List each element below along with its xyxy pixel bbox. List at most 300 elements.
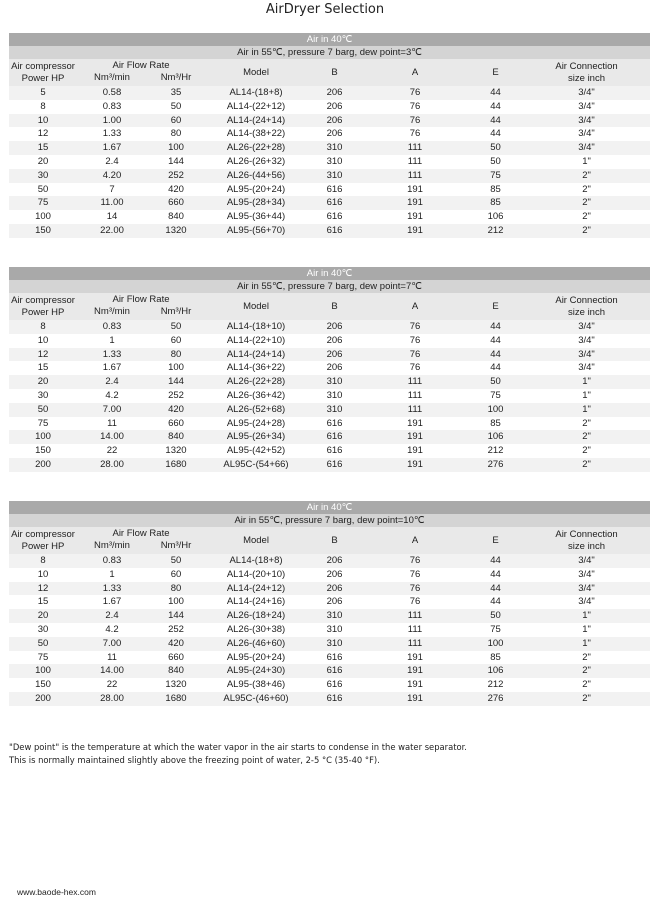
cell-e: 50 xyxy=(468,609,523,623)
selection-table-dew-7 xyxy=(9,267,650,472)
cell-b: 310 xyxy=(307,169,362,183)
cell-model: AL14-(24+14) xyxy=(205,114,307,128)
cell-a: 111 xyxy=(407,623,423,635)
cell-connection: 2" xyxy=(582,183,591,195)
cell-model: AL14-(22+12) xyxy=(226,100,286,112)
table-row xyxy=(9,582,650,596)
cell-b: 616 xyxy=(326,445,343,457)
cell-flow-nm3-min: 14.00 xyxy=(77,664,147,678)
cell-a: 191 xyxy=(407,211,423,223)
cell-b: 206 xyxy=(307,348,362,362)
col-air-connection: Air Connection size inch xyxy=(523,59,650,86)
cell-e: 44 xyxy=(490,568,501,580)
cell-flow-nm3-hr: 840 xyxy=(147,430,205,444)
cell-model: AL26-(46+60) xyxy=(205,637,307,651)
cell-b: 616 xyxy=(307,692,362,706)
col-flow-nm3-hr: Nm³/Hr xyxy=(160,540,192,551)
cell-flow-nm3-min: 11 xyxy=(107,417,117,429)
cell-a: 191 xyxy=(407,183,423,195)
cell-power-hp: 20 xyxy=(9,609,77,623)
cell-a: 76 xyxy=(409,362,421,374)
table-row xyxy=(9,169,650,183)
cell-flow-nm3-hr: 60 xyxy=(147,114,205,128)
cell-flow-nm3-min: 1.00 xyxy=(77,114,147,128)
table-row xyxy=(9,155,650,169)
cell-connection: 2" xyxy=(523,458,650,472)
cell-power-hp: 30 xyxy=(37,389,49,401)
cell-power-hp: 50 xyxy=(9,403,77,417)
cell-a: 111 xyxy=(407,155,423,167)
cell-e: 212 xyxy=(487,445,504,457)
page-title: AirDryer Selection xyxy=(265,2,385,17)
cell-flow-nm3-min: 1.67 xyxy=(77,141,147,155)
cell-flow-nm3-hr: 100 xyxy=(168,362,184,374)
cell-model: AL26-(22+28) xyxy=(205,375,307,389)
cell-power-hp: 15 xyxy=(37,596,49,608)
col-compressor-power: Air compressor Power HP xyxy=(9,59,77,86)
cell-flow-nm3-min: 1 xyxy=(109,568,115,580)
cell-flow-nm3-min: 11 xyxy=(107,651,117,663)
cell-power-hp: 100 xyxy=(9,664,77,678)
col-flow-nm3-min: Nm³/min xyxy=(94,540,130,551)
col-a: A xyxy=(362,527,468,554)
cell-connection: 1" xyxy=(582,155,591,167)
cell-flow-nm3-min: 1 xyxy=(109,334,115,346)
col-e: E xyxy=(468,293,523,320)
cell-connection: 2" xyxy=(582,679,591,691)
cell-model: AL14-(18+10) xyxy=(205,320,307,334)
table-row xyxy=(9,361,650,375)
cell-e: 50 xyxy=(490,155,501,167)
cell-a: 111 xyxy=(362,609,468,623)
cell-flow-nm3-min: 28.00 xyxy=(77,458,147,472)
cell-connection: 2" xyxy=(523,692,650,706)
cell-e: 44 xyxy=(468,554,523,568)
cell-flow-nm3-min: 7.00 xyxy=(77,403,147,417)
cell-a: 191 xyxy=(407,651,423,663)
cell-b: 616 xyxy=(307,224,362,238)
cell-flow-nm3-min: 1.67 xyxy=(102,362,122,374)
cell-flow-nm3-hr: 50 xyxy=(170,100,182,112)
cell-connection: 3/4" xyxy=(578,128,595,140)
table-row xyxy=(9,637,650,651)
cell-flow-nm3-hr: 50 xyxy=(147,554,205,568)
cell-connection: 2" xyxy=(582,651,591,663)
cell-e: 85 xyxy=(490,183,501,195)
col-air-connection: Air Connection size inch xyxy=(523,293,650,320)
cell-power-hp: 15 xyxy=(9,141,77,155)
cell-flow-nm3-hr: 1320 xyxy=(165,445,187,457)
cell-flow-nm3-min: 1.33 xyxy=(77,582,147,596)
cell-power-hp: 150 xyxy=(35,679,51,691)
cell-b: 616 xyxy=(326,211,343,223)
cell-flow-nm3-hr: 100 xyxy=(147,141,205,155)
cell-a: 191 xyxy=(407,417,423,429)
cell-model: AL14-(22+10) xyxy=(226,334,286,346)
cell-a: 191 xyxy=(362,664,468,678)
cell-e: 50 xyxy=(468,375,523,389)
cell-power-hp: 200 xyxy=(9,692,77,706)
cell-e: 75 xyxy=(468,169,523,183)
cell-power-hp: 15 xyxy=(37,362,49,374)
cell-e: 106 xyxy=(468,430,523,444)
cell-e: 85 xyxy=(468,196,523,210)
cell-power-hp: 30 xyxy=(9,169,77,183)
table-row xyxy=(9,196,650,210)
cell-power-hp: 50 xyxy=(9,637,77,651)
cell-e: 44 xyxy=(490,100,501,112)
cell-power-hp: 50 xyxy=(37,183,49,195)
dew-point-note xyxy=(9,741,467,766)
cell-model: AL95-(26+34) xyxy=(205,430,307,444)
cell-a: 111 xyxy=(362,637,468,651)
table-row xyxy=(9,595,650,609)
cell-flow-nm3-hr: 35 xyxy=(147,86,205,100)
cell-power-hp: 5 xyxy=(9,86,77,100)
cell-model: AL95-(20+24) xyxy=(226,651,286,663)
cell-model: AL95C-(46+60) xyxy=(205,692,307,706)
cell-a: 76 xyxy=(362,320,468,334)
cell-model: AL95-(24+30) xyxy=(205,664,307,678)
cell-e: 75 xyxy=(490,623,501,635)
cell-b: 206 xyxy=(307,554,362,568)
col-e: E xyxy=(468,527,523,554)
cell-model: AL95-(28+34) xyxy=(205,196,307,210)
table-row xyxy=(9,609,650,623)
cell-e: 44 xyxy=(490,128,501,140)
table-row xyxy=(9,141,650,155)
cell-flow-nm3-min: 14 xyxy=(106,211,118,223)
cell-power-hp: 12 xyxy=(9,348,77,362)
cell-b: 206 xyxy=(307,320,362,334)
cell-b: 206 xyxy=(326,100,343,112)
cell-model: AL26-(52+68) xyxy=(205,403,307,417)
cell-connection: 3/4" xyxy=(523,554,650,568)
cell-b: 310 xyxy=(307,403,362,417)
cell-b: 310 xyxy=(307,609,362,623)
cell-a: 191 xyxy=(362,430,468,444)
cell-flow-nm3-hr: 660 xyxy=(147,196,205,210)
cell-flow-nm3-min: 2.4 xyxy=(77,375,147,389)
cell-connection: 2" xyxy=(523,169,650,183)
cell-b: 616 xyxy=(326,651,343,663)
cell-flow-nm3-hr: 252 xyxy=(147,169,205,183)
cell-a: 111 xyxy=(362,169,468,183)
cell-connection: 2" xyxy=(582,211,591,223)
cell-flow-nm3-min: 22 xyxy=(106,679,118,691)
cell-model: AL95-(38+46) xyxy=(226,679,286,691)
cell-a: 76 xyxy=(409,128,421,140)
cell-connection: 3/4" xyxy=(523,348,650,362)
cell-flow-nm3-min: 7.00 xyxy=(77,637,147,651)
cell-flow-nm3-hr: 252 xyxy=(168,389,184,401)
col-model: Model xyxy=(205,527,307,554)
col-model: Model xyxy=(205,293,307,320)
cell-flow-nm3-hr: 144 xyxy=(147,375,205,389)
table-row xyxy=(9,375,650,389)
cell-connection: 2" xyxy=(523,224,650,238)
cell-flow-nm3-hr: 840 xyxy=(168,211,184,223)
cell-flow-nm3-min: 0.83 xyxy=(102,100,122,112)
cell-a: 191 xyxy=(362,458,468,472)
cell-model: AL95-(24+28) xyxy=(226,417,286,429)
cell-connection: 1" xyxy=(523,375,650,389)
cell-flow-nm3-min: 4.2 xyxy=(105,623,119,635)
table-row xyxy=(9,114,650,128)
cell-model: AL95-(42+52) xyxy=(226,445,286,457)
cell-power-hp: 8 xyxy=(9,554,77,568)
col-air-flow-rate: Air Flow Rate Nm³/min Nm³/Hr xyxy=(77,59,205,86)
selection-table-dew-3 xyxy=(9,33,650,238)
cell-e: 85 xyxy=(490,651,501,663)
cell-flow-nm3-min: 22 xyxy=(106,445,118,457)
cell-e: 44 xyxy=(468,320,523,334)
cell-flow-nm3-min: 0.83 xyxy=(77,320,147,334)
cell-power-hp: 20 xyxy=(9,375,77,389)
table-row xyxy=(9,320,650,334)
cell-b: 310 xyxy=(326,623,343,635)
cell-e: 44 xyxy=(468,86,523,100)
cell-b: 616 xyxy=(307,664,362,678)
cell-connection: 3/4" xyxy=(523,114,650,128)
table-row xyxy=(9,389,650,403)
col-a: A xyxy=(362,59,468,86)
cell-model: AL14-(24+16) xyxy=(226,596,286,608)
cell-flow-nm3-hr: 420 xyxy=(168,183,184,195)
cell-b: 310 xyxy=(307,375,362,389)
table-row xyxy=(9,678,650,692)
cell-flow-nm3-hr: 80 xyxy=(147,582,205,596)
cell-connection: 3/4" xyxy=(578,568,595,580)
cell-connection: 2" xyxy=(523,196,650,210)
cell-flow-nm3-hr: 60 xyxy=(170,568,182,580)
cell-e: 44 xyxy=(490,596,501,608)
cell-power-hp: 75 xyxy=(37,651,49,663)
cell-flow-nm3-hr: 100 xyxy=(168,596,184,608)
cell-e: 75 xyxy=(490,389,501,401)
cell-e: 44 xyxy=(468,348,523,362)
table-row xyxy=(9,623,650,637)
cell-b: 206 xyxy=(326,568,343,580)
cell-power-hp: 30 xyxy=(37,623,49,635)
cell-e: 100 xyxy=(468,637,523,651)
cell-flow-nm3-min: 28.00 xyxy=(77,692,147,706)
cell-e: 44 xyxy=(490,334,501,346)
cell-connection: 3/4" xyxy=(578,334,595,346)
cell-power-hp: 10 xyxy=(37,568,49,580)
table-header-air-in: Air in 40℃ xyxy=(9,501,650,514)
col-model: Model xyxy=(205,59,307,86)
cell-flow-nm3-hr: 840 xyxy=(147,664,205,678)
table-row xyxy=(9,403,650,417)
table-row xyxy=(9,444,650,458)
cell-b: 310 xyxy=(326,389,343,401)
cell-a: 76 xyxy=(409,596,421,608)
cell-power-hp: 10 xyxy=(37,334,49,346)
col-b: B xyxy=(307,59,362,86)
col-compressor-power: Air compressor Power HP xyxy=(9,293,77,320)
col-flow-nm3-hr: Nm³/Hr xyxy=(160,306,192,317)
cell-a: 76 xyxy=(409,100,421,112)
cell-a: 191 xyxy=(407,679,423,691)
cell-flow-nm3-hr: 144 xyxy=(147,609,205,623)
cell-a: 76 xyxy=(362,348,468,362)
table-row xyxy=(9,692,650,706)
cell-model: AL26-(18+24) xyxy=(205,609,307,623)
cell-a: 76 xyxy=(362,554,468,568)
cell-connection: 3/4" xyxy=(523,141,650,155)
cell-e: 100 xyxy=(468,403,523,417)
cell-model: AL14-(18+8) xyxy=(205,86,307,100)
cell-b: 206 xyxy=(326,362,343,374)
cell-model: AL95-(56+70) xyxy=(205,224,307,238)
cell-flow-nm3-hr: 144 xyxy=(168,155,184,167)
cell-b: 206 xyxy=(326,596,343,608)
cell-connection: 3/4" xyxy=(523,320,650,334)
cell-connection: 1" xyxy=(582,389,591,401)
cell-b: 616 xyxy=(326,417,343,429)
table-row xyxy=(9,224,650,238)
cell-b: 616 xyxy=(326,183,343,195)
cell-model: AL95-(20+24) xyxy=(226,183,286,195)
cell-flow-nm3-min: 1.33 xyxy=(102,128,122,140)
table-row xyxy=(9,568,650,582)
cell-b: 616 xyxy=(307,458,362,472)
table-row xyxy=(9,127,650,141)
cell-connection: 3/4" xyxy=(578,596,595,608)
cell-a: 76 xyxy=(409,568,421,580)
cell-flow-nm3-min: 11.00 xyxy=(77,196,147,210)
table-row xyxy=(9,334,650,348)
table-row xyxy=(9,651,650,665)
cell-flow-nm3-min: 22.00 xyxy=(77,224,147,238)
cell-e: 106 xyxy=(468,664,523,678)
cell-power-hp: 8 xyxy=(40,100,46,112)
cell-b: 616 xyxy=(326,679,343,691)
table-header-air-in: Air in 40℃ xyxy=(9,33,650,46)
cell-a: 76 xyxy=(362,86,468,100)
cell-flow-nm3-min: 7 xyxy=(109,183,115,195)
col-b: B xyxy=(307,293,362,320)
cell-b: 616 xyxy=(307,430,362,444)
cell-power-hp: 12 xyxy=(37,128,49,140)
cell-connection: 1" xyxy=(523,609,650,623)
cell-model: AL14-(18+8) xyxy=(205,554,307,568)
cell-a: 111 xyxy=(362,375,468,389)
cell-power-hp: 12 xyxy=(9,582,77,596)
cell-a: 191 xyxy=(362,692,468,706)
cell-connection: 3/4" xyxy=(523,86,650,100)
table-row xyxy=(9,100,650,114)
cell-a: 191 xyxy=(362,196,468,210)
cell-e: 44 xyxy=(468,582,523,596)
cell-flow-nm3-min: 0.58 xyxy=(77,86,147,100)
cell-flow-nm3-hr: 1320 xyxy=(165,679,187,691)
cell-flow-nm3-hr: 252 xyxy=(168,623,184,635)
cell-model: AL26-(30+38) xyxy=(226,623,286,635)
cell-connection: 2" xyxy=(582,417,591,429)
cell-flow-nm3-hr: 660 xyxy=(168,417,184,429)
cell-b: 616 xyxy=(307,196,362,210)
cell-flow-nm3-min: 4.20 xyxy=(77,169,147,183)
cell-flow-nm3-min: 14.00 xyxy=(77,430,147,444)
cell-a: 111 xyxy=(362,141,468,155)
cell-connection: 2" xyxy=(582,445,591,457)
col-flow-nm3-min: Nm³/min xyxy=(94,72,130,83)
cell-model: AL26-(36+42) xyxy=(226,389,286,401)
cell-e: 212 xyxy=(468,224,523,238)
cell-b: 310 xyxy=(307,141,362,155)
cell-a: 76 xyxy=(362,114,468,128)
footer-website: www.baode-hex.com xyxy=(17,887,96,897)
cell-flow-nm3-hr: 80 xyxy=(147,348,205,362)
cell-model: AL26-(44+56) xyxy=(205,169,307,183)
cell-flow-nm3-hr: 420 xyxy=(147,403,205,417)
cell-a: 76 xyxy=(409,334,421,346)
col-flow-nm3-hr: Nm³/Hr xyxy=(160,72,192,83)
cell-power-hp: 75 xyxy=(9,196,77,210)
cell-connection: 1" xyxy=(523,637,650,651)
cell-a: 76 xyxy=(362,582,468,596)
cell-connection: 2" xyxy=(523,430,650,444)
cell-a: 111 xyxy=(407,389,423,401)
table-row xyxy=(9,210,650,224)
cell-e: 276 xyxy=(468,458,523,472)
cell-flow-nm3-hr: 1680 xyxy=(147,692,205,706)
cell-flow-nm3-hr: 1320 xyxy=(147,224,205,238)
col-air-flow-rate: Air Flow Rate Nm³/min Nm³/Hr xyxy=(77,293,205,320)
cell-b: 206 xyxy=(307,582,362,596)
col-air-flow-rate: Air Flow Rate Nm³/min Nm³/Hr xyxy=(77,527,205,554)
cell-a: 111 xyxy=(362,403,468,417)
cell-power-hp: 150 xyxy=(9,224,77,238)
selection-table-dew-10 xyxy=(9,501,650,706)
col-flow-nm3-min: Nm³/min xyxy=(94,306,130,317)
table-row xyxy=(9,417,650,431)
cell-e: 44 xyxy=(468,114,523,128)
table-header-air-in: Air in 40℃ xyxy=(9,267,650,280)
table-row xyxy=(9,183,650,197)
cell-a: 191 xyxy=(407,445,423,457)
cell-model: AL14-(24+12) xyxy=(205,582,307,596)
cell-flow-nm3-hr: 420 xyxy=(147,637,205,651)
col-e: E xyxy=(468,59,523,86)
cell-b: 310 xyxy=(326,155,343,167)
note-line: This is normally maintained slightly above the freezing point of water, 2-5 °C (35-40 °F). xyxy=(9,754,380,765)
cell-flow-nm3-hr: 1680 xyxy=(147,458,205,472)
cell-power-hp: 75 xyxy=(37,417,49,429)
cell-flow-nm3-min: 2.4 xyxy=(77,609,147,623)
cell-model: AL14-(36+22) xyxy=(226,362,286,374)
cell-connection: 1" xyxy=(582,623,591,635)
cell-model: AL14-(20+10) xyxy=(226,568,286,580)
cell-e: 44 xyxy=(490,362,501,374)
col-compressor-power: Air compressor Power HP xyxy=(9,527,77,554)
cell-b: 206 xyxy=(307,86,362,100)
cell-flow-nm3-hr: 660 xyxy=(168,651,184,663)
col-a: A xyxy=(362,293,468,320)
table-row xyxy=(9,348,650,362)
cell-model: AL14-(38+22) xyxy=(226,128,286,140)
cell-model: AL26-(26+32) xyxy=(226,155,286,167)
cell-flow-nm3-min: 1.67 xyxy=(102,596,122,608)
cell-flow-nm3-min: 2.4 xyxy=(105,155,119,167)
cell-model: AL95C-(54+66) xyxy=(205,458,307,472)
cell-power-hp: 100 xyxy=(35,211,51,223)
cell-flow-nm3-min: 1.33 xyxy=(77,348,147,362)
table-row xyxy=(9,664,650,678)
cell-b: 206 xyxy=(326,128,343,140)
